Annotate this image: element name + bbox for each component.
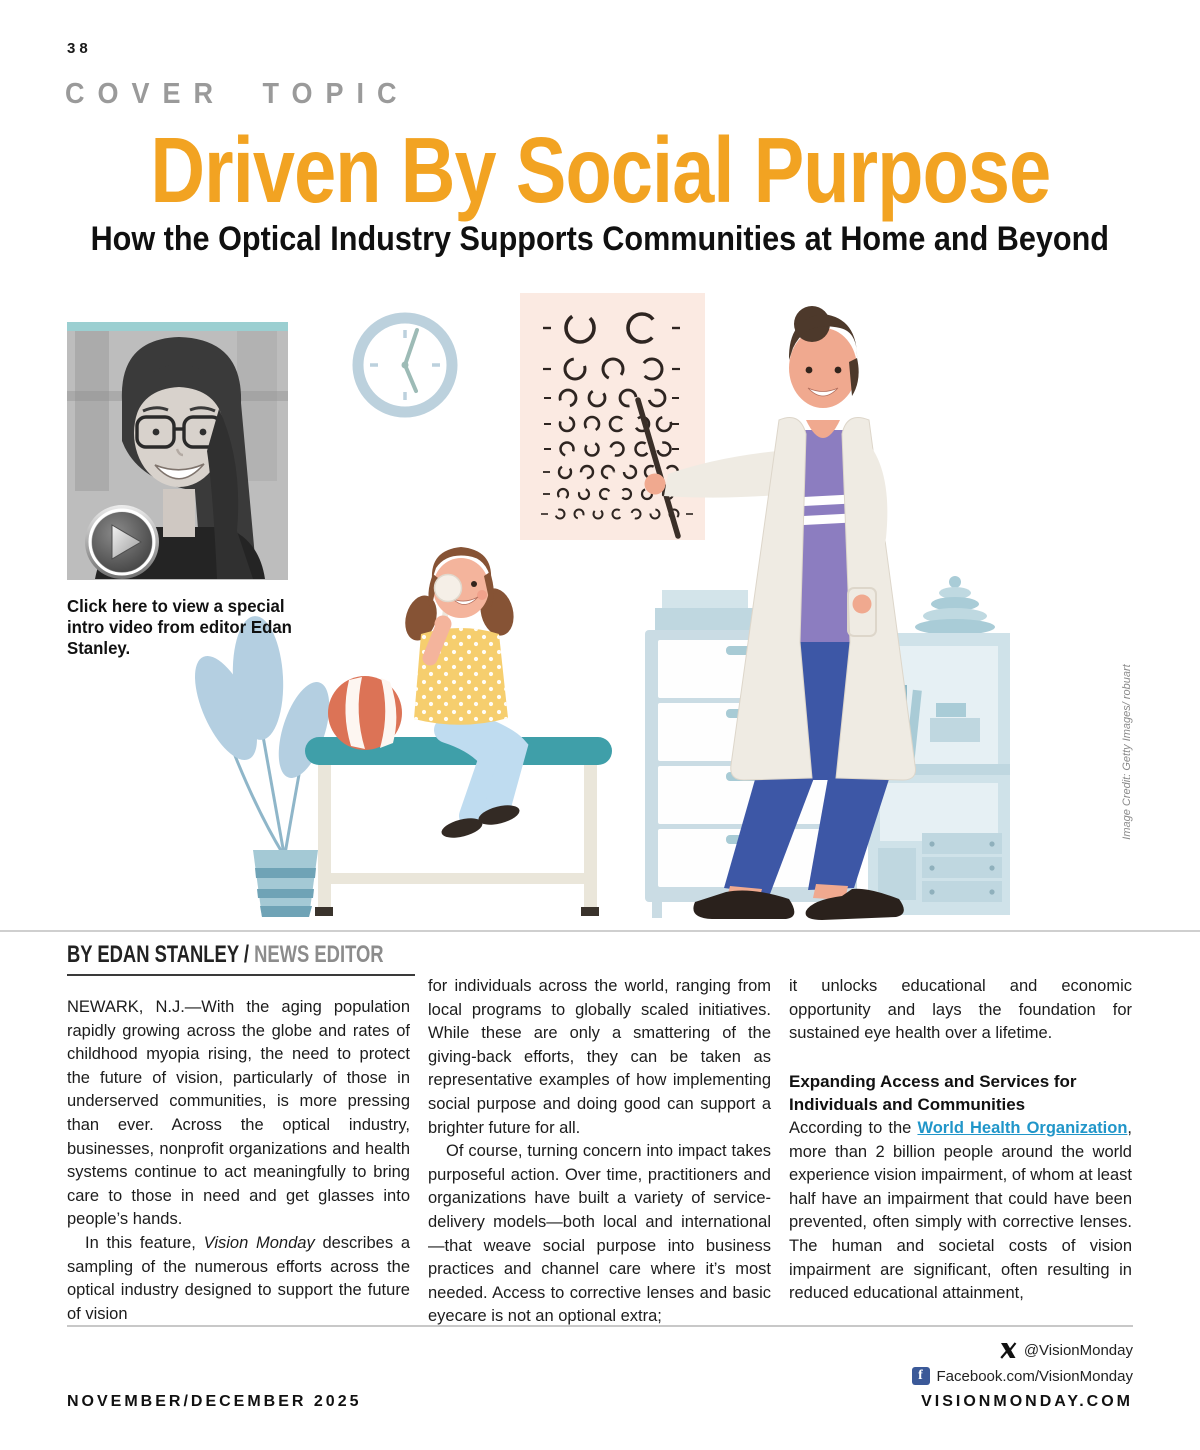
paragraph: NEWARK, N.J.—With the aging population rapidly growing across the globe and rates of childhood myopia rising, the need to protect the future of vision, particularly of those in underserved communities, is more pressing than ever. Across the optical industry, businesses, nonprofit organizations and health systems continue to act meaningfully to bring care to those in need and get glasses into people’s hands. (67, 998, 410, 1229)
x-link[interactable] (912, 1337, 1134, 1363)
footer-rule (67, 1325, 1133, 1327)
article-column-1 (67, 975, 410, 1329)
video-caption[interactable]: Click here to view a special intro video from editor Edan Stanley. (67, 596, 292, 658)
potted-plant (182, 615, 339, 917)
beach-ball (328, 676, 402, 750)
mini-drawers (922, 833, 1002, 902)
byline (67, 940, 463, 967)
social-links (912, 1337, 1134, 1389)
paragraph: In this feature, Vision Monday describes a sampling of the numerous efforts across the optical industry designed to support the future of vision (67, 1233, 410, 1323)
article-subtitle: How the Optical Industry Supports Communities at Home and Beyond (90, 220, 1110, 258)
x-handle[interactable]: @VisionMonday (1023, 1341, 1133, 1359)
facebook-handle[interactable]: Facebook.com/VisionMonday (936, 1367, 1133, 1385)
wall-clock-icon (358, 318, 452, 412)
child-patient (400, 547, 521, 841)
facebook-icon: f (912, 1367, 930, 1385)
section-divider (0, 930, 1200, 932)
illustration-band (0, 288, 1200, 933)
paragraph: for individuals across the world, ranging from local programs to globally scaled initiatives. While these are only a smattering of the giving-back efforts, they can be taken as representative examples of how implementing social purpose and doing good can support a brighter future for all. (428, 977, 771, 1137)
paragraph: it unlocks educational and economic opportunity and lays the foundation for sustained eye health over a lifetime. (789, 977, 1132, 1043)
who-link[interactable]: World Health Organization (917, 1118, 1128, 1137)
issue-date: NOVEMBER/DECEMBER 2025 (67, 1393, 362, 1410)
article-title: Driven By Social Purpose (150, 119, 1050, 223)
play-button-icon[interactable] (85, 505, 159, 579)
site-url[interactable]: VISIONMONDAY.COM (921, 1393, 1133, 1410)
byline-role: NEWS EDITOR (254, 940, 384, 968)
editor-portrait (67, 331, 288, 580)
byline-author: BY EDAN STANLEY / (67, 940, 255, 968)
article-body (67, 975, 1133, 1329)
stacking-rings-toy (915, 576, 995, 635)
facebook-link[interactable] (912, 1363, 1134, 1389)
subsection-heading: Expanding Access and Services for Individuals and Communities (789, 1071, 1077, 1115)
paragraph: Of course, turning concern into impact takes purposeful action. Over time, practitioners and organizations have built a variety of service-delivery models—both local and international—that weave social purpose into business practices and channel care where it’s most needed. Access to corrective lenses and basic eyecare is not an optional extra; (428, 1142, 771, 1326)
section-kicker: COVER TOPIC (65, 78, 410, 110)
intro-video-thumbnail[interactable] (67, 322, 288, 580)
article-column-3 (789, 975, 1132, 1329)
article-column-2 (428, 975, 771, 1329)
eye-chart (520, 293, 705, 540)
x-logo-icon (1000, 1342, 1017, 1359)
image-credit: Image Credit: Getty Images/ robuart (1121, 664, 1133, 840)
publication-name: Vision Monday (203, 1233, 315, 1252)
page-number: 38 (67, 40, 92, 57)
paragraph: According to the World Health Organization, more than 2 billion people around the world experience vision impairment, of whom at least half have an impairment that could have been prevented, often simply with corrective lenses. The human and societal costs of vision impairment are significant, often resulting in reduced educational attainment, (789, 1118, 1132, 1303)
